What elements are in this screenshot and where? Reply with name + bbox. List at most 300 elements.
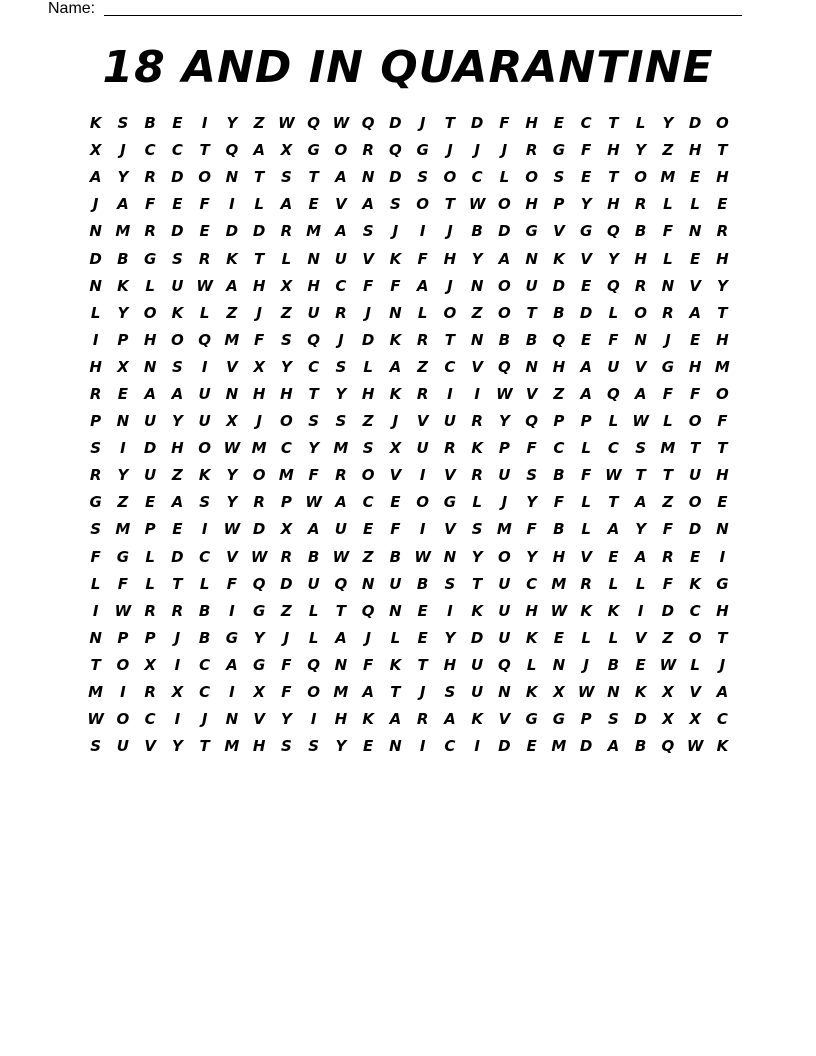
grid-letter[interactable]: I bbox=[419, 737, 426, 756]
grid-letter[interactable]: F bbox=[281, 655, 292, 674]
grid-letter[interactable]: T bbox=[635, 466, 646, 485]
grid-letter[interactable]: X bbox=[662, 683, 674, 702]
grid-letter[interactable]: O bbox=[688, 493, 702, 512]
grid-letter[interactable]: T bbox=[608, 168, 619, 187]
grid-letter[interactable]: Y bbox=[226, 466, 238, 485]
grid-letter[interactable]: W bbox=[305, 493, 322, 512]
grid-letter[interactable]: M bbox=[496, 520, 512, 539]
grid-letter[interactable]: B bbox=[471, 222, 483, 241]
grid-letter[interactable]: W bbox=[577, 683, 595, 702]
grid-letter[interactable]: K bbox=[389, 384, 402, 403]
grid-letter[interactable]: T bbox=[390, 683, 401, 702]
grid-letter[interactable]: J bbox=[283, 628, 290, 647]
grid-letter[interactable]: S bbox=[553, 168, 565, 187]
name-field[interactable] bbox=[104, 15, 742, 16]
grid-letter[interactable]: E bbox=[172, 520, 183, 539]
grid-letter[interactable]: D bbox=[498, 222, 511, 241]
grid-letter[interactable]: T bbox=[90, 655, 101, 674]
grid-letter[interactable]: Y bbox=[444, 628, 456, 647]
grid-letter[interactable]: U bbox=[498, 466, 511, 485]
grid-letter[interactable]: A bbox=[171, 493, 184, 512]
grid-letter[interactable]: Y bbox=[308, 439, 320, 458]
grid-letter[interactable]: D bbox=[470, 628, 484, 647]
grid-letter[interactable]: G bbox=[416, 141, 429, 160]
grid-letter[interactable]: L bbox=[581, 493, 591, 512]
grid-letter[interactable]: F bbox=[662, 574, 673, 593]
grid-letter[interactable]: A bbox=[89, 168, 102, 187]
grid-letter[interactable]: K bbox=[580, 601, 592, 620]
grid-letter[interactable]: N bbox=[89, 222, 102, 241]
grid-letter[interactable]: C bbox=[335, 276, 347, 295]
grid-letter[interactable]: Z bbox=[662, 493, 674, 512]
grid-letter[interactable]: H bbox=[634, 249, 647, 268]
grid-letter[interactable]: H bbox=[716, 168, 729, 187]
grid-letter[interactable]: N bbox=[552, 655, 566, 674]
grid-letter[interactable]: D bbox=[688, 520, 702, 539]
grid-letter[interactable]: E bbox=[417, 601, 428, 620]
grid-letter[interactable]: O bbox=[688, 628, 702, 647]
grid-letter[interactable]: T bbox=[717, 303, 728, 322]
grid-letter[interactable]: Z bbox=[226, 303, 238, 322]
grid-letter[interactable]: P bbox=[117, 330, 129, 349]
grid-letter[interactable]: Y bbox=[226, 493, 238, 512]
grid-letter[interactable]: Q bbox=[307, 655, 320, 674]
grid-letter[interactable]: Q bbox=[225, 141, 239, 160]
grid-letter[interactable]: O bbox=[497, 195, 511, 214]
grid-letter[interactable]: L bbox=[254, 195, 264, 214]
grid-letter[interactable]: I bbox=[201, 520, 208, 539]
grid-letter[interactable]: V bbox=[553, 222, 565, 241]
grid-letter[interactable]: D bbox=[171, 222, 184, 241]
grid-letter[interactable]: X bbox=[280, 141, 293, 160]
grid-letter[interactable]: T bbox=[417, 655, 428, 674]
grid-letter[interactable]: M bbox=[660, 439, 676, 458]
grid-letter[interactable]: J bbox=[256, 303, 262, 322]
grid-letter[interactable]: N bbox=[225, 710, 239, 729]
grid-letter[interactable]: C bbox=[716, 710, 728, 729]
grid-letter[interactable]: C bbox=[526, 574, 538, 593]
grid-letter[interactable]: N bbox=[361, 574, 375, 593]
grid-letter[interactable]: E bbox=[717, 493, 728, 512]
grid-letter[interactable]: V bbox=[144, 737, 156, 756]
grid-letter[interactable]: T bbox=[444, 114, 455, 133]
grid-letter[interactable]: J bbox=[392, 412, 399, 431]
grid-letter[interactable]: G bbox=[143, 249, 157, 268]
grid-letter[interactable]: K bbox=[525, 683, 538, 702]
grid-letter[interactable]: T bbox=[526, 303, 537, 322]
grid-letter[interactable]: I bbox=[419, 222, 426, 241]
grid-letter[interactable]: M bbox=[551, 574, 567, 593]
grid-letter[interactable]: V bbox=[580, 547, 592, 566]
grid-letter[interactable]: V bbox=[253, 710, 265, 729]
grid-letter[interactable]: Z bbox=[117, 493, 129, 512]
grid-letter[interactable]: L bbox=[472, 493, 482, 512]
grid-letter[interactable]: L bbox=[363, 357, 373, 376]
grid-letter[interactable]: I bbox=[229, 601, 235, 620]
grid-letter[interactable]: Y bbox=[471, 249, 483, 268]
grid-letter[interactable]: Q bbox=[361, 601, 375, 620]
grid-letter[interactable]: T bbox=[717, 628, 728, 647]
grid-letter[interactable]: A bbox=[444, 710, 456, 729]
grid-letter[interactable]: S bbox=[199, 493, 211, 512]
grid-letter[interactable]: Y bbox=[662, 114, 674, 133]
grid-letter[interactable]: E bbox=[390, 493, 401, 512]
grid-letter[interactable]: H bbox=[716, 330, 729, 349]
grid-letter[interactable]: J bbox=[365, 628, 371, 647]
grid-letter[interactable]: F bbox=[199, 195, 210, 214]
grid-letter[interactable]: B bbox=[634, 222, 647, 241]
grid-letter[interactable]: Z bbox=[280, 601, 292, 620]
grid-letter[interactable]: L bbox=[199, 574, 210, 593]
grid-letter[interactable]: V bbox=[444, 520, 456, 539]
grid-letter[interactable]: F bbox=[90, 547, 101, 566]
grid-letter[interactable]: H bbox=[252, 384, 266, 403]
grid-letter[interactable]: E bbox=[635, 655, 646, 674]
grid-letter[interactable]: L bbox=[417, 303, 428, 322]
grid-letter[interactable]: A bbox=[253, 141, 265, 160]
grid-letter[interactable]: T bbox=[335, 601, 346, 620]
grid-letter[interactable]: U bbox=[116, 737, 129, 756]
grid-letter[interactable]: F bbox=[526, 520, 537, 539]
grid-letter[interactable]: N bbox=[225, 384, 239, 403]
grid-letter[interactable]: R bbox=[89, 466, 102, 485]
grid-letter[interactable]: D bbox=[225, 222, 239, 241]
grid-letter[interactable]: S bbox=[417, 168, 429, 187]
grid-letter[interactable]: H bbox=[443, 249, 457, 268]
grid-letter[interactable]: A bbox=[144, 384, 156, 403]
grid-letter[interactable]: I bbox=[310, 710, 317, 729]
grid-letter[interactable]: D bbox=[661, 601, 675, 620]
grid-letter[interactable]: X bbox=[253, 683, 265, 702]
grid-letter[interactable]: L bbox=[608, 412, 619, 431]
grid-letter[interactable]: D bbox=[498, 737, 511, 756]
grid-letter[interactable]: E bbox=[581, 168, 592, 187]
grid-letter[interactable]: B bbox=[307, 547, 320, 566]
grid-letter[interactable]: H bbox=[525, 195, 538, 214]
grid-letter[interactable]: M bbox=[660, 168, 676, 187]
grid-letter[interactable]: H bbox=[334, 710, 348, 729]
grid-letter[interactable]: S bbox=[280, 168, 292, 187]
grid-letter[interactable]: A bbox=[607, 520, 620, 539]
grid-letter[interactable]: S bbox=[635, 439, 647, 458]
grid-letter[interactable]: E bbox=[608, 547, 619, 566]
grid-letter[interactable]: O bbox=[443, 168, 457, 187]
grid-letter[interactable]: R bbox=[662, 303, 674, 322]
grid-letter[interactable]: Y bbox=[580, 195, 592, 214]
grid-letter[interactable]: Q bbox=[198, 330, 211, 349]
grid-letter[interactable]: G bbox=[252, 601, 266, 620]
grid-letter[interactable]: D bbox=[171, 168, 184, 187]
grid-letter[interactable]: S bbox=[335, 357, 347, 376]
grid-letter[interactable]: V bbox=[634, 628, 647, 647]
grid-letter[interactable]: P bbox=[144, 520, 156, 539]
grid-letter[interactable]: J bbox=[419, 683, 426, 702]
grid-letter[interactable]: L bbox=[635, 574, 646, 593]
grid-letter[interactable]: L bbox=[608, 628, 619, 647]
grid-letter[interactable]: K bbox=[525, 628, 538, 647]
grid-letter[interactable]: S bbox=[171, 249, 183, 268]
grid-letter[interactable]: L bbox=[308, 601, 319, 620]
grid-letter[interactable]: O bbox=[143, 303, 157, 322]
grid-letter[interactable]: D bbox=[280, 574, 293, 593]
grid-letter[interactable]: O bbox=[416, 195, 429, 214]
grid-letter[interactable]: L bbox=[663, 412, 673, 431]
grid-letter[interactable]: B bbox=[117, 249, 129, 268]
grid-letter[interactable]: U bbox=[334, 249, 347, 268]
grid-letter[interactable]: N bbox=[607, 683, 620, 702]
grid-letter[interactable]: Y bbox=[117, 303, 129, 322]
grid-letter[interactable]: I bbox=[474, 737, 480, 756]
grid-letter[interactable]: R bbox=[144, 601, 156, 620]
grid-letter[interactable]: W bbox=[686, 737, 704, 756]
grid-letter[interactable]: N bbox=[89, 628, 102, 647]
grid-letter[interactable]: B bbox=[144, 114, 156, 133]
grid-letter[interactable]: K bbox=[634, 683, 647, 702]
grid-letter[interactable]: R bbox=[580, 574, 592, 593]
grid-letter[interactable]: L bbox=[308, 628, 319, 647]
grid-letter[interactable]: N bbox=[443, 547, 457, 566]
grid-letter[interactable]: H bbox=[252, 276, 266, 295]
grid-letter[interactable]: Y bbox=[253, 628, 265, 647]
grid-letter[interactable]: M bbox=[306, 222, 322, 241]
grid-letter[interactable]: S bbox=[280, 737, 292, 756]
grid-letter[interactable]: L bbox=[199, 303, 210, 322]
grid-letter[interactable]: Y bbox=[171, 412, 183, 431]
grid-letter[interactable]: C bbox=[199, 655, 211, 674]
grid-letter[interactable]: E bbox=[526, 737, 537, 756]
grid-letter[interactable]: V bbox=[580, 249, 592, 268]
grid-letter[interactable]: W bbox=[659, 655, 677, 674]
grid-letter[interactable]: O bbox=[634, 303, 647, 322]
grid-letter[interactable]: Q bbox=[606, 276, 620, 295]
grid-letter[interactable]: Y bbox=[526, 493, 538, 512]
grid-letter[interactable]: H bbox=[143, 330, 157, 349]
grid-letter[interactable]: Q bbox=[497, 357, 511, 376]
grid-letter[interactable]: N bbox=[470, 276, 484, 295]
grid-letter[interactable]: J bbox=[501, 493, 508, 512]
grid-letter[interactable]: O bbox=[198, 168, 211, 187]
grid-letter[interactable]: A bbox=[335, 222, 347, 241]
grid-letter[interactable]: C bbox=[144, 141, 156, 160]
grid-letter[interactable]: H bbox=[443, 655, 457, 674]
grid-letter[interactable]: U bbox=[525, 276, 538, 295]
grid-letter[interactable]: E bbox=[117, 384, 128, 403]
grid-letter[interactable]: U bbox=[198, 412, 211, 431]
grid-letter[interactable]: A bbox=[362, 195, 374, 214]
grid-letter[interactable]: L bbox=[90, 303, 101, 322]
grid-letter[interactable]: Y bbox=[607, 249, 619, 268]
grid-letter[interactable]: L bbox=[635, 114, 646, 133]
grid-letter[interactable]: R bbox=[171, 601, 184, 620]
grid-letter[interactable]: Q bbox=[661, 737, 675, 756]
grid-letter[interactable]: S bbox=[362, 439, 374, 458]
grid-letter[interactable]: A bbox=[171, 384, 184, 403]
grid-letter[interactable]: X bbox=[89, 141, 102, 160]
grid-letter[interactable]: O bbox=[688, 412, 702, 431]
grid-letter[interactable]: J bbox=[719, 655, 726, 674]
grid-letter[interactable]: F bbox=[662, 384, 673, 403]
grid-letter[interactable]: E bbox=[553, 628, 564, 647]
grid-letter[interactable]: B bbox=[416, 574, 429, 593]
grid-letter[interactable]: W bbox=[332, 547, 350, 566]
grid-letter[interactable]: B bbox=[553, 466, 565, 485]
grid-letter[interactable]: D bbox=[579, 737, 593, 756]
grid-letter[interactable]: Q bbox=[361, 114, 375, 133]
grid-letter[interactable]: D bbox=[470, 114, 484, 133]
grid-letter[interactable]: L bbox=[145, 547, 155, 566]
grid-letter[interactable]: Y bbox=[635, 141, 647, 160]
grid-letter[interactable]: V bbox=[389, 466, 402, 485]
grid-letter[interactable]: O bbox=[279, 412, 293, 431]
grid-letter[interactable]: F bbox=[117, 574, 128, 593]
grid-letter[interactable]: S bbox=[280, 330, 292, 349]
grid-letter[interactable]: O bbox=[116, 655, 130, 674]
grid-letter[interactable]: L bbox=[526, 655, 537, 674]
grid-letter[interactable]: B bbox=[525, 330, 538, 349]
grid-letter[interactable]: A bbox=[607, 737, 620, 756]
grid-letter[interactable]: A bbox=[634, 547, 647, 566]
grid-letter[interactable]: A bbox=[689, 303, 701, 322]
grid-letter[interactable]: T bbox=[717, 141, 728, 160]
grid-letter[interactable]: H bbox=[525, 601, 538, 620]
grid-letter[interactable]: V bbox=[226, 357, 238, 376]
grid-letter[interactable]: H bbox=[361, 384, 375, 403]
grid-letter[interactable]: R bbox=[416, 330, 429, 349]
grid-letter[interactable]: R bbox=[471, 466, 483, 485]
grid-letter[interactable]: J bbox=[447, 222, 453, 241]
grid-letter[interactable]: C bbox=[280, 439, 292, 458]
grid-letter[interactable]: C bbox=[471, 168, 483, 187]
grid-letter[interactable]: Q bbox=[497, 655, 511, 674]
grid-letter[interactable]: W bbox=[223, 520, 241, 539]
grid-letter[interactable]: K bbox=[362, 710, 374, 729]
grid-letter[interactable]: T bbox=[444, 195, 455, 214]
grid-letter[interactable]: O bbox=[416, 493, 429, 512]
grid-letter[interactable]: I bbox=[229, 195, 235, 214]
grid-letter[interactable]: Y bbox=[117, 466, 129, 485]
grid-letter[interactable]: F bbox=[226, 574, 237, 593]
grid-letter[interactable]: Y bbox=[471, 547, 483, 566]
grid-letter[interactable]: S bbox=[362, 222, 374, 241]
grid-letter[interactable]: U bbox=[334, 520, 347, 539]
grid-letter[interactable]: R bbox=[362, 141, 374, 160]
grid-letter[interactable]: N bbox=[525, 357, 538, 376]
grid-letter[interactable]: A bbox=[335, 493, 347, 512]
grid-letter[interactable]: U bbox=[689, 466, 702, 485]
grid-letter[interactable]: L bbox=[499, 168, 510, 187]
grid-letter[interactable]: G bbox=[525, 710, 538, 729]
grid-letter[interactable]: R bbox=[716, 222, 729, 241]
grid-letter[interactable]: L bbox=[281, 249, 292, 268]
grid-letter[interactable]: V bbox=[335, 195, 347, 214]
grid-letter[interactable]: A bbox=[389, 710, 402, 729]
grid-letter[interactable]: L bbox=[145, 276, 155, 295]
grid-letter[interactable]: A bbox=[498, 249, 511, 268]
grid-letter[interactable]: E bbox=[199, 222, 210, 241]
grid-letter[interactable]: O bbox=[361, 466, 375, 485]
grid-letter[interactable]: N bbox=[634, 330, 647, 349]
grid-letter[interactable]: N bbox=[116, 412, 130, 431]
grid-letter[interactable]: V bbox=[498, 710, 511, 729]
grid-letter[interactable]: R bbox=[444, 439, 456, 458]
grid-letter[interactable]: K bbox=[389, 655, 402, 674]
grid-letter[interactable]: I bbox=[92, 601, 99, 620]
grid-letter[interactable]: Q bbox=[307, 114, 320, 133]
grid-letter[interactable]: Z bbox=[362, 547, 374, 566]
grid-letter[interactable]: T bbox=[608, 114, 619, 133]
grid-letter[interactable]: V bbox=[444, 466, 456, 485]
grid-letter[interactable]: T bbox=[199, 141, 210, 160]
grid-letter[interactable]: X bbox=[662, 710, 674, 729]
grid-letter[interactable]: R bbox=[471, 412, 483, 431]
grid-letter[interactable]: W bbox=[605, 466, 622, 485]
grid-letter[interactable]: N bbox=[334, 655, 348, 674]
grid-letter[interactable]: S bbox=[444, 574, 456, 593]
grid-letter[interactable]: H bbox=[607, 141, 620, 160]
grid-letter[interactable]: W bbox=[87, 710, 104, 729]
grid-letter[interactable]: N bbox=[716, 520, 729, 539]
grid-letter[interactable]: F bbox=[662, 222, 673, 241]
grid-letter[interactable]: U bbox=[307, 574, 320, 593]
grid-letter[interactable]: K bbox=[389, 330, 402, 349]
grid-letter[interactable]: M bbox=[115, 222, 131, 241]
grid-letter[interactable]: R bbox=[335, 466, 347, 485]
grid-letter[interactable]: U bbox=[498, 601, 511, 620]
grid-letter[interactable]: J bbox=[583, 655, 589, 674]
grid-letter[interactable]: I bbox=[174, 655, 181, 674]
grid-letter[interactable]: F bbox=[717, 412, 728, 431]
grid-letter[interactable]: J bbox=[447, 276, 453, 295]
grid-letter[interactable]: O bbox=[307, 683, 320, 702]
grid-letter[interactable]: E bbox=[172, 195, 183, 214]
grid-letter[interactable]: V bbox=[689, 683, 701, 702]
grid-letter[interactable]: E bbox=[690, 330, 701, 349]
grid-letter[interactable]: W bbox=[278, 114, 295, 133]
grid-letter[interactable]: R bbox=[416, 384, 429, 403]
grid-letter[interactable]: Z bbox=[362, 412, 374, 431]
grid-letter[interactable]: O bbox=[334, 141, 348, 160]
grid-letter[interactable]: K bbox=[389, 249, 402, 268]
grid-letter[interactable]: A bbox=[634, 493, 647, 512]
grid-letter[interactable]: H bbox=[89, 357, 102, 376]
grid-letter[interactable]: O bbox=[116, 710, 130, 729]
grid-letter[interactable]: S bbox=[335, 412, 347, 431]
grid-letter[interactable]: Z bbox=[662, 628, 674, 647]
grid-letter[interactable]: R bbox=[198, 249, 211, 268]
grid-letter[interactable]: J bbox=[92, 195, 99, 214]
grid-letter[interactable]: I bbox=[229, 683, 235, 702]
grid-letter[interactable]: I bbox=[419, 520, 426, 539]
grid-letter[interactable]: Z bbox=[253, 114, 265, 133]
grid-letter[interactable]: Y bbox=[335, 384, 347, 403]
grid-letter[interactable]: I bbox=[201, 114, 208, 133]
grid-letter[interactable]: F bbox=[608, 330, 619, 349]
grid-letter[interactable]: J bbox=[447, 141, 453, 160]
grid-letter[interactable]: J bbox=[120, 141, 126, 160]
grid-letter[interactable]: M bbox=[333, 439, 349, 458]
grid-letter[interactable]: A bbox=[716, 683, 729, 702]
grid-letter[interactable]: X bbox=[253, 357, 265, 376]
grid-letter[interactable]: U bbox=[471, 683, 484, 702]
grid-letter[interactable]: V bbox=[471, 357, 483, 376]
grid-letter[interactable]: K bbox=[553, 249, 565, 268]
grid-letter[interactable]: N bbox=[361, 168, 375, 187]
grid-letter[interactable]: D bbox=[389, 114, 402, 133]
grid-letter[interactable]: G bbox=[89, 493, 102, 512]
grid-letter[interactable]: G bbox=[116, 547, 130, 566]
grid-letter[interactable]: D bbox=[252, 222, 266, 241]
grid-letter[interactable]: F bbox=[254, 330, 265, 349]
